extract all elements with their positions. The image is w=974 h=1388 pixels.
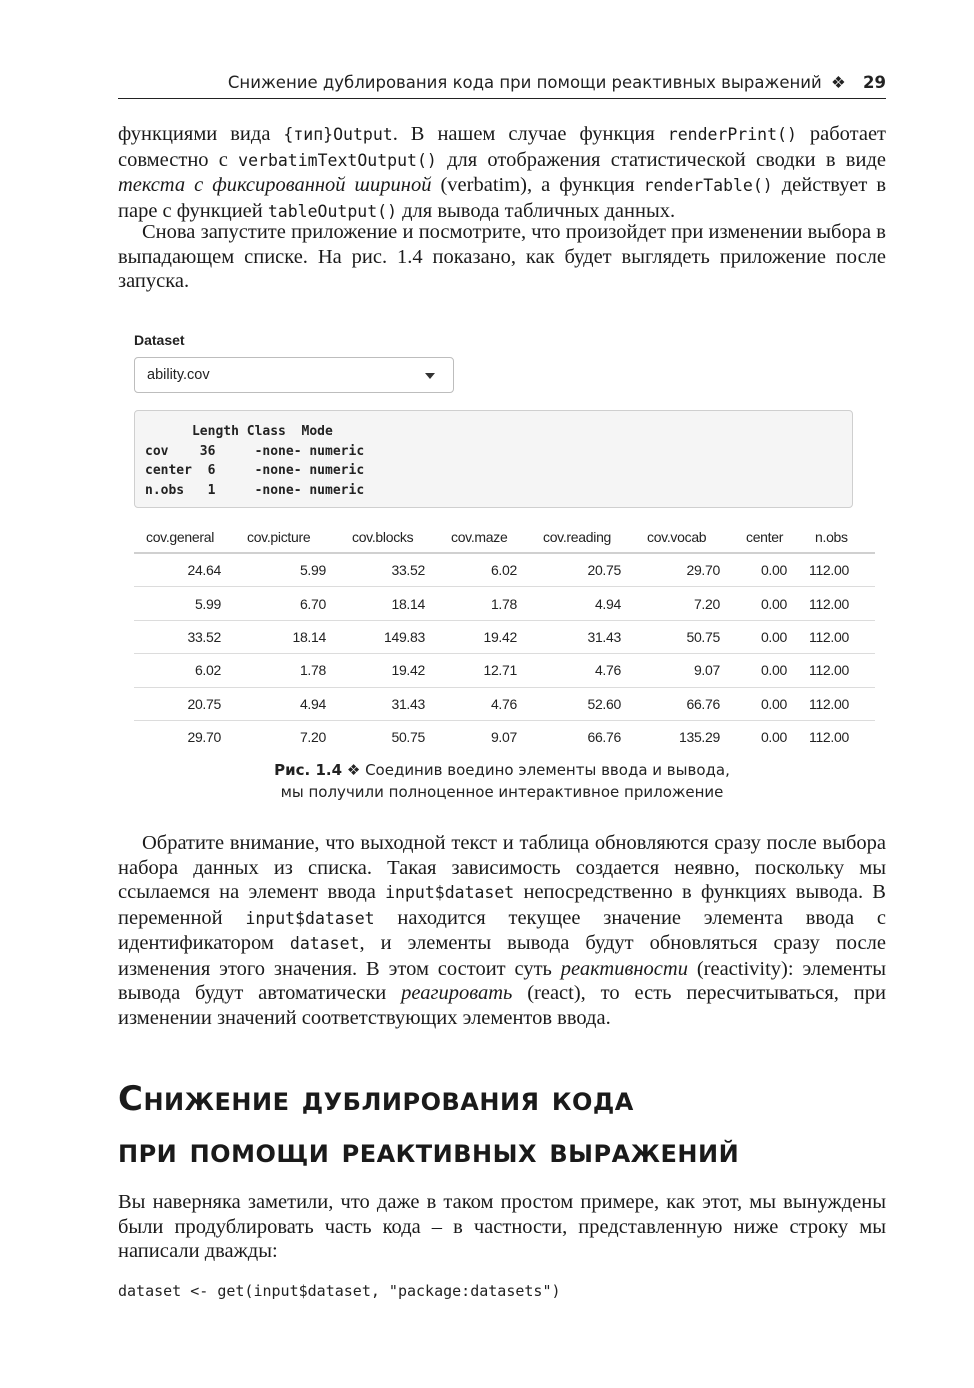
table-row xyxy=(134,620,875,653)
column-header: cov.vocab xyxy=(635,521,734,553)
table-cell: 112.00 xyxy=(801,620,875,653)
inline-code: renderTable() xyxy=(643,176,773,195)
italic-text: реактивности xyxy=(560,957,688,980)
table-row xyxy=(134,553,875,587)
column-header: cov.picture xyxy=(235,521,340,553)
paragraph-4: Вы наверняка заметили, что даже в таком простом примере, как этот, мы вынуждены были продублировать часть кода – в частности, представленную ниже строку мы написали дважды: xyxy=(118,1191,886,1262)
table-cell: 52.60 xyxy=(531,687,635,720)
table-cell: 19.42 xyxy=(340,654,439,687)
column-header: cov.blocks xyxy=(340,521,439,553)
table-cell: 7.20 xyxy=(635,587,734,620)
running-head xyxy=(118,70,886,99)
table-cell: 50.75 xyxy=(635,620,734,653)
table-cell: 6.70 xyxy=(235,587,340,620)
table-cell: 18.14 xyxy=(235,620,340,653)
figure-caption xyxy=(118,759,886,803)
section-heading-line-2: при помощи реактивных выражений xyxy=(118,1131,740,1171)
caption-line-2: мы получили полноценное интерактивное приложение xyxy=(280,783,724,801)
inline-code: renderPrint() xyxy=(667,125,797,144)
table-row xyxy=(134,587,875,620)
column-header: cov.maze xyxy=(439,521,531,553)
text: Обратите внимание, что выходной текст и таблица обновляются сразу после выбора набора данных из списка. Такая зависимость создается неявно, поскольку мы ссылаемся на элемент ввода xyxy=(118,832,886,903)
table-cell: 18.14 xyxy=(340,587,439,620)
text: действует в паре с функцией xyxy=(118,174,887,222)
column-header: cov.general xyxy=(134,521,235,553)
caption-label: Рис. 1.4 xyxy=(274,761,343,779)
table-cell: 12.71 xyxy=(439,654,531,687)
table-cell: 5.99 xyxy=(134,587,235,620)
inline-code: {тип}Output xyxy=(283,125,393,144)
table-cell: 112.00 xyxy=(801,587,875,620)
dataset-select[interactable] xyxy=(134,357,454,393)
table-cell: 5.99 xyxy=(235,553,340,587)
table-cell: 0.00 xyxy=(734,654,801,687)
table-row xyxy=(134,687,875,720)
table-cell: 112.00 xyxy=(801,553,875,587)
page-number: 29 xyxy=(863,73,886,92)
text: для отображения статистической сводки в виде xyxy=(436,148,886,171)
table-cell: 0.00 xyxy=(734,553,801,587)
table-cell: 29.70 xyxy=(635,553,734,587)
text: (react), то есть пересчитываться, при изменении значений соответствующих элементов ввода. xyxy=(118,982,886,1029)
table-cell: 66.76 xyxy=(587,729,621,746)
inline-code: input$dataset xyxy=(245,908,375,928)
text: находится текущее значение элемента ввода с идентификатором xyxy=(118,906,886,954)
table-cell: 31.43 xyxy=(531,620,635,653)
text: для вывода табличных данных. xyxy=(397,199,676,222)
text: (reactivity): элементы вывода будут автоматически xyxy=(118,957,886,1004)
table-cell: 112.00 xyxy=(801,687,875,720)
table-cell: 50.75 xyxy=(391,729,425,746)
inline-code: tableOutput() xyxy=(267,201,397,221)
table-cell: 33.52 xyxy=(340,553,439,587)
table-cell: 135.29 xyxy=(678,729,720,746)
table-cell: 6.02 xyxy=(439,553,531,587)
summary-output xyxy=(134,410,853,508)
text: , и элементы вывода будут обновляться сразу после изменения этого значения. В этом состоит суть xyxy=(118,932,886,980)
code-line: dataset <- get(input$dataset, "package:datasets") xyxy=(118,1282,561,1300)
text: . В нашем случае функция xyxy=(392,123,668,145)
inline-code: verbatimTextOutput() xyxy=(238,150,437,170)
table-cell: 4.76 xyxy=(531,654,635,687)
chevron-down-icon xyxy=(425,373,435,379)
caption-line-1: Соединив воедино элементы ввода и вывода, xyxy=(365,761,730,779)
table-cell: 6.02 xyxy=(134,654,235,687)
column-header: center xyxy=(734,521,801,553)
table-cell: 0.00 xyxy=(734,620,801,653)
table-cell: 1.78 xyxy=(439,587,531,620)
running-head-title: Снижение дублирования кода при помощи реактивных выражений xyxy=(227,73,822,92)
table-cell: 19.42 xyxy=(439,620,531,653)
table-cell: 149.83 xyxy=(340,620,439,653)
dataset-select-value: ability.cov xyxy=(147,367,210,383)
table-cell: 4.76 xyxy=(439,687,531,720)
section-heading-line-1: Снижение дублирования кода xyxy=(118,1079,634,1119)
table-row xyxy=(134,654,875,687)
paragraph-2: Снова запустите приложение и посмотрите, что произойдет при изменении выбора в выпадающем списке. На рис. 1.4 показано, как будет выглядеть приложение после запуска. xyxy=(118,221,886,292)
italic-text: реагировать xyxy=(401,982,513,1004)
table-cell: 7.20 xyxy=(299,729,326,746)
table-cell: 0.00 xyxy=(734,687,801,720)
ornament-icon: ❖ xyxy=(830,73,846,92)
inline-code: dataset xyxy=(289,934,360,953)
summary-text: Length Class Mode cov 36 -none- numeric center 6 -none- numeric n.obs 1 -none- numeric xyxy=(145,424,365,498)
table-cell: 29.70 xyxy=(187,729,221,746)
column-header: n.obs xyxy=(801,521,875,553)
table-cell: 20.75 xyxy=(134,687,235,720)
table-cell: 112.00 xyxy=(801,654,875,687)
table-cell: 9.07 xyxy=(635,654,734,687)
table-cell: 1.78 xyxy=(235,654,340,687)
table-header-row xyxy=(134,521,875,553)
dataset-label: Dataset xyxy=(134,332,185,348)
table-cell: 4.94 xyxy=(531,587,635,620)
column-header: cov.reading xyxy=(531,521,635,553)
table-cell: 9.07 xyxy=(490,729,517,746)
table-cell: 33.52 xyxy=(134,620,235,653)
text: функциями вида xyxy=(118,123,284,145)
table-cell: 66.76 xyxy=(635,687,734,720)
text: работает совместно с xyxy=(118,123,887,171)
italic-text: текста с фиксированной шириной xyxy=(118,174,432,196)
table-cell: 0.00 xyxy=(734,587,801,620)
ornament-icon: ❖ xyxy=(346,761,361,779)
text: (verbatim), а функция xyxy=(431,174,644,196)
table-cell: 4.94 xyxy=(235,687,340,720)
table-cell: 24.64 xyxy=(134,553,235,587)
paragraph-3 xyxy=(118,831,886,1030)
table-cell: 31.43 xyxy=(340,687,439,720)
table-row xyxy=(134,720,875,753)
text: непосредственно в функциях вывода. В переменной xyxy=(118,881,886,929)
table-cell: 112.00 xyxy=(809,729,849,746)
paragraph-1 xyxy=(118,122,886,224)
inline-code: input$dataset xyxy=(385,883,515,902)
data-table xyxy=(134,521,875,753)
table-cell: 20.75 xyxy=(531,553,635,587)
table-cell: 0.00 xyxy=(760,729,787,746)
